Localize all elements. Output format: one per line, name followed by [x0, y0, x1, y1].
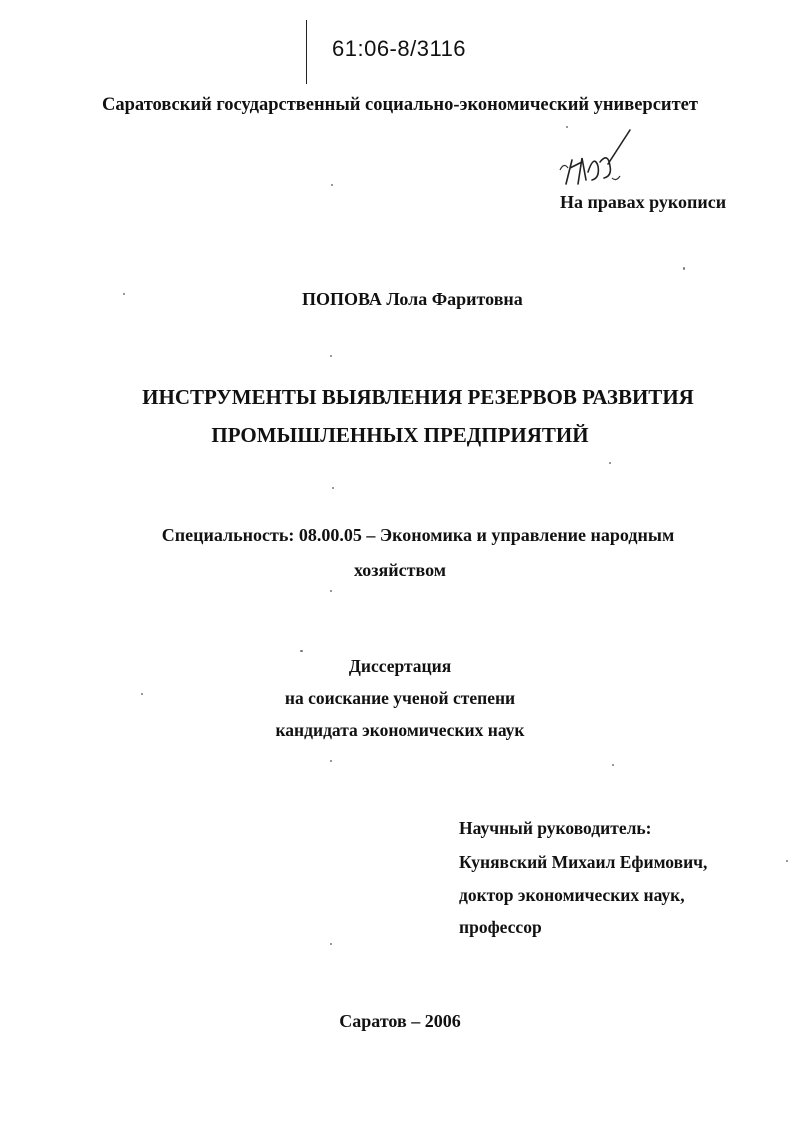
supervisor-degree: доктор экономических наук, [459, 885, 685, 905]
supervisor-rank: профессор [459, 917, 542, 937]
scan-speck [332, 487, 334, 489]
scan-speck [330, 760, 332, 762]
supervisor-label: Научный руководитель: [459, 818, 652, 838]
scan-speck [330, 355, 332, 357]
dissertation-label: Диссертация [348, 656, 452, 676]
author-name: ПОПОВА Лола Фаритовна [302, 289, 523, 309]
archive-code: 61:06-8/3116 [332, 36, 467, 61]
specialty-line-1: Специальность: 08.00.05 – Экономика и управление народным [161, 525, 675, 545]
scan-speck [612, 764, 614, 766]
scan-speck [123, 293, 125, 295]
archive-stamp-line [306, 20, 307, 84]
dissertation-purpose: на соискание ученой степени [284, 688, 516, 708]
handwritten-signature [552, 122, 642, 194]
scan-speck [786, 860, 788, 862]
dissertation-degree: кандидата экономических наук [275, 720, 525, 740]
scan-speck [141, 693, 143, 695]
scan-speck [330, 590, 332, 592]
scan-speck [609, 462, 611, 464]
scan-speck [566, 126, 568, 128]
scan-speck [331, 184, 333, 186]
city-year: Саратов – 2006 [339, 1011, 461, 1031]
specialty-line-2: хозяйством [353, 560, 446, 580]
thesis-title-line-2: ПРОМЫШЛЕННЫХ ПРЕДПРИЯТИЙ [211, 423, 589, 447]
manuscript-rights: На правах рукописи [560, 192, 727, 212]
scan-speck [300, 650, 303, 652]
supervisor-name: Кунявский Михаил Ефимович, [459, 852, 708, 872]
scan-speck [683, 267, 685, 270]
scan-speck [330, 943, 332, 945]
thesis-title-line-1: ИНСТРУМЕНТЫ ВЫЯВЛЕНИЯ РЕЗЕРВОВ РАЗВИТИЯ [142, 385, 694, 409]
university-name: Саратовский государственный социально-экономический университет [102, 95, 698, 115]
